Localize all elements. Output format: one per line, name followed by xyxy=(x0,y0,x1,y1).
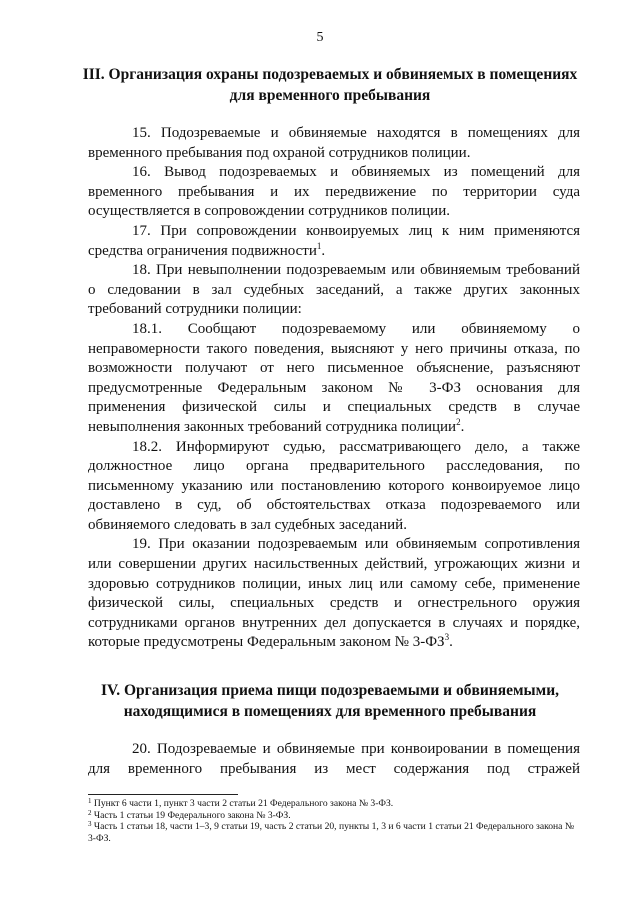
paragraph-18-1-end: . xyxy=(460,418,465,435)
footnote-2-mark: 2 xyxy=(88,808,92,817)
paragraph-19 xyxy=(88,535,580,653)
section-3-title-line-2: для временного пребывания xyxy=(229,87,431,104)
footnote-1 xyxy=(88,798,580,810)
paragraph-16: 16. Вывод подозреваемых и обвиняемых из помещений для временного пребывания и их передвижение по территории суда осуществляется в сопровождении сотрудников полиции. xyxy=(88,164,580,220)
footnotes xyxy=(88,798,580,844)
paragraph-17 xyxy=(88,222,580,261)
paragraph-18-1-text: 18.1. Сообщают подозреваемому или обвиняемому о неправомерности такого поведения, выясняют у него причины отказа, по возможности получают от него письменное объяснение, разъясняют предусмотренные Федеральным законом № 3-ФЗ основания для применения физической силы и специальных средств в случае невыполнения законных требований сотрудника полиции xyxy=(88,320,580,435)
footnote-2-text: Часть 1 статьи 19 Федерального закона № 3-ФЗ. xyxy=(91,809,291,821)
footnote-ref-2: 2 xyxy=(456,416,461,427)
section-4-title-line-2: находящимися в помещениях для временного пребывания xyxy=(123,703,537,720)
paragraph-19-end: . xyxy=(449,634,453,651)
paragraph-18: 18. При невыполнении подозреваемым или обвиняемым требований о следовании в зал судебных заседаний, а также других законных требований сотрудники полиции: xyxy=(88,262,580,318)
footnote-3-mark: 3 xyxy=(88,820,92,829)
footnote-2 xyxy=(88,810,580,822)
footnote-separator xyxy=(88,794,238,795)
footnote-1-mark: 1 xyxy=(88,797,92,805)
footnote-ref-1: 1 xyxy=(316,240,322,251)
paragraph-19-text: 19. При оказании подозреваемым или обвиняемым сопротивления или совершении других насильственных действий, угрожающих жизни и здоровью сотрудников полиции, иных лиц или самому себе, применение физической силы, специальных средств и огнестрельного оружия сотрудниками органов внутренних дел допускается в случаях и порядке, которые предусмотрены Федеральным законом № 3-ФЗ xyxy=(88,536,580,651)
section-3-title-line-1: III. Организация охраны подозреваемых и обвиняемых в помещениях xyxy=(82,66,578,83)
paragraph-18-1 xyxy=(88,320,580,438)
section-4-body xyxy=(88,740,580,779)
section-4-title-line-1: IV. Организация приема пищи подозреваемыми и обвиняемыми, xyxy=(101,682,559,699)
footnote-3 xyxy=(88,821,580,844)
section-3-body xyxy=(88,124,580,653)
page-number: 5 xyxy=(316,30,324,45)
paragraph-20: 20. Подозреваемые и обвиняемые при конвоировании в помещения для временного пребывания из мест содержания под стражей xyxy=(88,741,580,777)
paragraph-15: 15. Подозреваемые и обвиняемые находятся в помещениях для временного пребывания под охраной сотрудников полиции. xyxy=(88,125,580,161)
paragraph-18-2: 18.2. Информируют судью, рассматривающего дело, а также должностное лицо органа предварительного расследования, по письменному указанию или постановлению которого конвоируемое лицо доставлено в суд, об обстоятельствах отказа подозреваемого или обвиняемого следовать в зал судебных заседаний. xyxy=(88,438,580,533)
section-3-heading xyxy=(70,64,590,106)
paragraph-17-text: 17. При сопровождении конвоируемых лиц к ним применяются средства ограничения подвижности xyxy=(88,222,580,259)
footnote-3-text: Часть 1 статьи 18, части 1–3, 9 статьи 19, часть 2 статьи 20, пункты 1, 3 и 6 части 1 статьи 21 Федерального закона № 3-ФЗ. xyxy=(88,821,574,844)
section-4-heading xyxy=(70,680,590,722)
paragraph-17-end: . xyxy=(321,242,326,259)
footnote-ref-3: 3 xyxy=(444,632,450,643)
footnote-1-text: Пункт 6 части 1, пункт 3 части 2 статьи 21 Федерального закона № 3-ФЗ. xyxy=(91,798,394,809)
